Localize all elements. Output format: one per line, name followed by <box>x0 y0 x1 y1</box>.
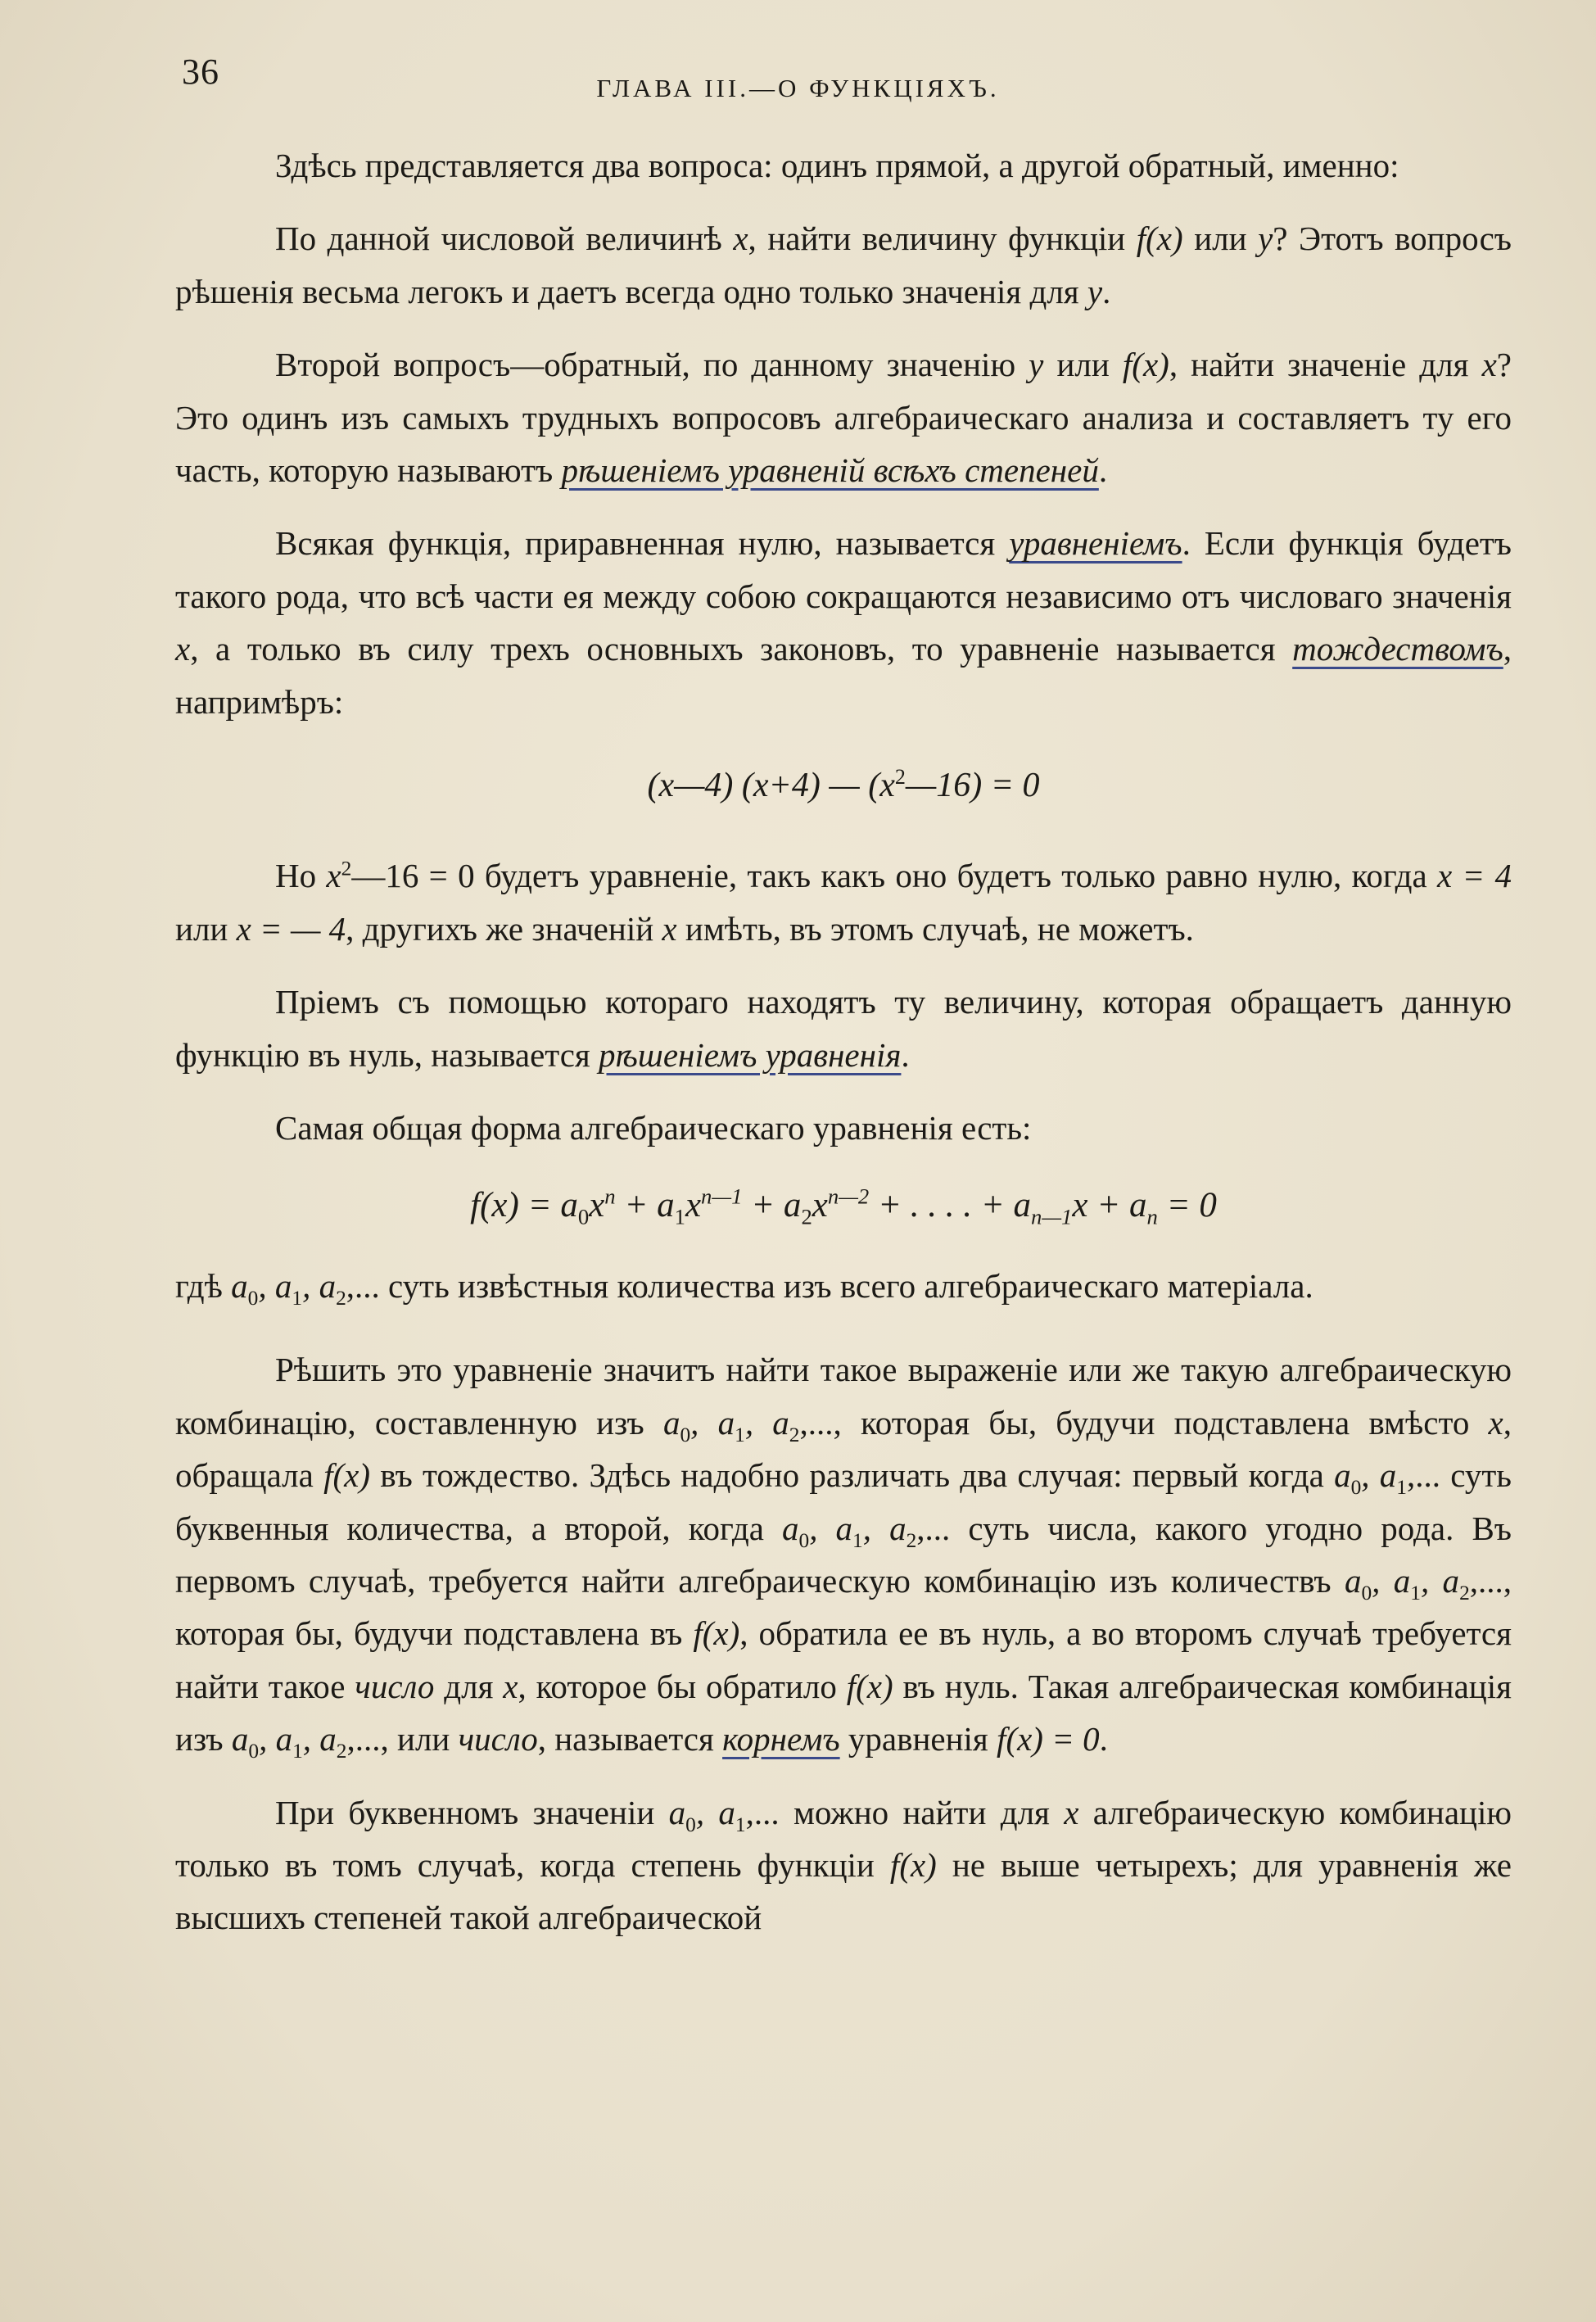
math-subscript: 2 <box>336 1740 347 1763</box>
paragraph-8 <box>175 1260 1512 1312</box>
text-span: для <box>434 1667 504 1705</box>
underlined-term: корнемъ <box>722 1720 840 1758</box>
formula-identity <box>175 759 1512 812</box>
math-expression: —16 = 0 <box>351 857 475 895</box>
text-span: . <box>1102 272 1111 310</box>
formula-exponent: 2 <box>894 765 906 790</box>
formula-part: + a <box>742 1185 802 1224</box>
formula-part: = 0 <box>1157 1185 1217 1224</box>
text-span: , другихъ же значеній <box>346 909 662 948</box>
math-variable: a <box>1334 1456 1351 1495</box>
math-subscript: 0 <box>248 1740 260 1763</box>
math-subscript: 1 <box>1396 1476 1407 1500</box>
math-variable: , a <box>1420 1561 1460 1600</box>
formula-subscript: n <box>1146 1204 1158 1229</box>
text-span: суть буквенныя количества, а второй, когда <box>175 1456 1512 1547</box>
math-variable: a <box>668 1793 686 1831</box>
text-span: которая бы, будучи подставлена вмѣсто <box>841 1403 1489 1442</box>
text-span: Но <box>275 857 327 895</box>
text-span: Пріемъ съ помощью котораго находятъ ту величину, которая обращаетъ данную функцію въ нуль, называется <box>175 983 1512 1074</box>
math-variable: , a <box>1372 1561 1411 1600</box>
math-variable: f(x) <box>889 1845 937 1884</box>
math-variable: y <box>1087 272 1103 310</box>
text-span: , а только въ силу трехъ основныхъ законовъ, то уравненіе называется <box>190 630 1293 668</box>
formula-part: f(x) = a <box>470 1185 578 1224</box>
underlined-term: тождествомъ <box>1292 630 1503 668</box>
formula-part: x <box>589 1185 605 1224</box>
math-variable: , a <box>695 1793 735 1831</box>
math-variable: , a <box>862 1509 907 1547</box>
text-span: Второй вопросъ—обратный, по данному значенію <box>275 346 1029 384</box>
math-variable: y <box>1258 220 1273 258</box>
text-span: которая бы, будучи подставлена въ <box>175 1614 694 1653</box>
math-ellipsis: ,..., <box>799 1403 842 1442</box>
text-span: По данной числовой величинѣ <box>275 220 734 258</box>
formula-subscript: 2 <box>801 1204 812 1229</box>
text-span: уравненія <box>839 1720 997 1758</box>
text-span: , найти величину функціи <box>748 220 1137 258</box>
math-variable: x <box>1488 1403 1503 1442</box>
text-span: или <box>175 909 237 948</box>
paragraph-9 <box>175 1343 1512 1765</box>
paragraph-5 <box>175 849 1512 955</box>
math-variable: f(x) <box>846 1667 893 1705</box>
text-span: , напримѣръ: <box>175 630 1512 721</box>
formula-part: + a <box>615 1185 675 1224</box>
text-span: , называется <box>537 1720 723 1758</box>
paragraph-6 <box>175 975 1512 1081</box>
paragraph-2 <box>175 212 1512 318</box>
text-span: гдѣ <box>175 1266 232 1305</box>
page-number: 36 <box>182 52 219 92</box>
paragraph-1: Здѣсь представляется два вопроса: одинъ прямой, а другой обратный, именно: <box>275 147 1399 184</box>
math-subscript: 1 <box>852 1528 863 1552</box>
math-subscript: 1 <box>735 1813 746 1836</box>
math-variable: , a <box>302 1266 337 1305</box>
formula-part: x <box>812 1185 828 1224</box>
math-subscript: 2 <box>1459 1582 1470 1605</box>
math-variable: f(x) <box>1122 346 1169 384</box>
math-variable: , a <box>258 1266 292 1305</box>
math-subscript: 0 <box>1361 1582 1372 1605</box>
math-variable: , a <box>744 1403 789 1442</box>
formula-part: x <box>685 1185 702 1224</box>
math-expression: x = 4 <box>1437 857 1512 895</box>
text-span: При буквенномъ значеніи <box>275 1793 669 1831</box>
text-span: не выше четырехъ; для уравненія же высшихъ степеней такой алгебраической <box>175 1845 1512 1937</box>
math-ellipsis: ,..., <box>1469 1561 1512 1600</box>
formula-subscript: 1 <box>674 1204 685 1229</box>
paragraph-10 <box>175 1786 1512 1944</box>
math-variable: x <box>175 630 191 668</box>
math-variable: x <box>1064 1793 1079 1831</box>
math-subscript: 2 <box>906 1528 917 1552</box>
math-subscript: 0 <box>680 1423 691 1446</box>
math-variable: a <box>231 1266 248 1305</box>
math-variable: x <box>733 220 748 258</box>
text-span: , найти значеніе для <box>1169 346 1482 384</box>
math-exponent: 2 <box>341 857 352 880</box>
math-subscript: 1 <box>1410 1582 1421 1605</box>
text-span: будетъ уравненіе, такъ какъ оно будетъ только равно нулю, когда <box>474 857 1438 895</box>
formula-subscript: 0 <box>577 1204 590 1229</box>
text-span: Всякая функція, приравненная нулю, называется <box>275 524 1010 563</box>
text-span: , обратила ее въ нуль, а во второмъ случаѣ требуется найти такое <box>175 1614 1512 1705</box>
math-variable: x <box>503 1667 518 1705</box>
running-head: ГЛАВА III.—О ФУНКЦIЯХЪ. <box>596 74 1000 102</box>
text-span: , обращала <box>175 1403 1512 1495</box>
formula-exponent: n <box>604 1184 616 1209</box>
math-ellipsis: ,... <box>1406 1456 1440 1495</box>
math-subscript: 1 <box>735 1423 745 1446</box>
formula-part: + . . . . + a <box>869 1185 1032 1224</box>
underlined-term: рѣшеніемъ уравненія <box>599 1035 902 1074</box>
formula-exponent: n—2 <box>827 1184 870 1209</box>
math-variable: , a <box>302 1720 337 1758</box>
text-span: алгебраическую комбинацію только въ томъ случаѣ, когда степень функціи <box>175 1793 1512 1884</box>
math-ellipsis: ,... <box>346 1266 380 1305</box>
text-span: имѣть, въ этомъ случаѣ, не можетъ. <box>676 909 1194 948</box>
text-span: или <box>1182 220 1259 258</box>
math-subscript: 1 <box>292 1740 303 1763</box>
formula-part: x + a <box>1072 1185 1147 1224</box>
math-subscript: 2 <box>789 1423 800 1446</box>
math-subscript: 2 <box>336 1287 346 1310</box>
text-span: . <box>901 1035 910 1074</box>
text-span: . <box>1099 1720 1108 1758</box>
math-variable: f(x) <box>693 1614 740 1653</box>
text-span: въ тождество. Здѣсь надобно различать два случая: первый когда <box>370 1456 1335 1495</box>
text-span: Рѣшить это уравненіе значитъ найти такое выраженіе или же такую алгебраическую комбинацію, составленную изъ <box>175 1351 1512 1442</box>
underlined-term: уравненіемъ <box>1009 524 1182 563</box>
math-variable: , a <box>259 1720 293 1758</box>
text-span: можно найти для <box>779 1793 1065 1831</box>
text-span: или <box>388 1720 459 1758</box>
text-span: . Если функція будетъ такого рода, что всѣ части ея между собою сокращаются независимо отъ числоваго значенія <box>175 524 1512 615</box>
text-span: суть числа, какого угодно рода. Въ первомъ случаѣ, требуется найти алгебраическую комбинацію изъ количествъ <box>175 1509 1512 1600</box>
text-span: суть извѣстныя количества изъ всего алгебраическаго матеріала. <box>379 1266 1313 1305</box>
formula-subscript: n—1 <box>1031 1204 1073 1229</box>
math-variable: x <box>662 909 677 948</box>
math-expression: f(x) = 0 <box>997 1720 1100 1758</box>
math-variable: , a <box>690 1403 735 1442</box>
formula-part: —16) = 0 <box>905 767 1040 805</box>
paragraph-3 <box>175 338 1512 496</box>
math-variable: x <box>326 857 341 895</box>
math-subscript: 0 <box>247 1287 259 1310</box>
formula-part: (x—4) (x+4) — (x <box>647 767 895 805</box>
math-variable: x <box>1481 346 1497 384</box>
formula-exponent: n—1 <box>701 1184 743 1209</box>
text-span: . <box>1098 451 1108 490</box>
math-variable: a <box>1344 1561 1362 1600</box>
math-ellipsis: ,..., <box>346 1720 389 1758</box>
text-span: или <box>1043 346 1123 384</box>
text-span: въ нуль. Такая алгебраическая комбинація изъ <box>175 1667 1512 1758</box>
math-variable: a <box>662 1403 680 1442</box>
body-text <box>175 139 1512 1965</box>
italic-term: число <box>458 1720 538 1758</box>
math-ellipsis: ,... <box>916 1509 951 1547</box>
math-variable: a <box>781 1509 799 1547</box>
math-variable: f(x) <box>1136 220 1183 258</box>
italic-term: число <box>355 1667 435 1705</box>
text-span: ? Это одинъ изъ самыхъ трудныхъ вопросовъ алгебраическаго анализа и составляетъ ту его часть, которую называютъ <box>175 346 1512 490</box>
math-variable: y <box>1029 346 1044 384</box>
math-ellipsis: ,... <box>745 1793 780 1831</box>
paragraph-4 <box>175 517 1512 728</box>
math-variable: , a <box>1361 1456 1397 1495</box>
text-span: , которое бы обратило <box>518 1667 847 1705</box>
formula-general-equation <box>175 1179 1512 1232</box>
underlined-term: рѣшеніемъ уравненій всѣхъ степеней <box>561 451 1099 490</box>
math-subscript: 1 <box>292 1287 303 1310</box>
paragraph-7: Самая общая форма алгебраическаго уравненія есть: <box>275 1109 1032 1147</box>
text-span: ? Этотъ вопросъ рѣшенія весьма легокъ и даетъ всегда одно только значенія для <box>175 220 1512 310</box>
math-variable: a <box>231 1720 249 1758</box>
math-subscript: 0 <box>1350 1476 1362 1500</box>
math-expression: x = — 4 <box>236 909 346 948</box>
math-subscript: 0 <box>685 1813 696 1836</box>
math-variable: f(x) <box>323 1456 371 1495</box>
math-variable: , a <box>809 1509 853 1547</box>
math-subscript: 0 <box>798 1528 810 1552</box>
